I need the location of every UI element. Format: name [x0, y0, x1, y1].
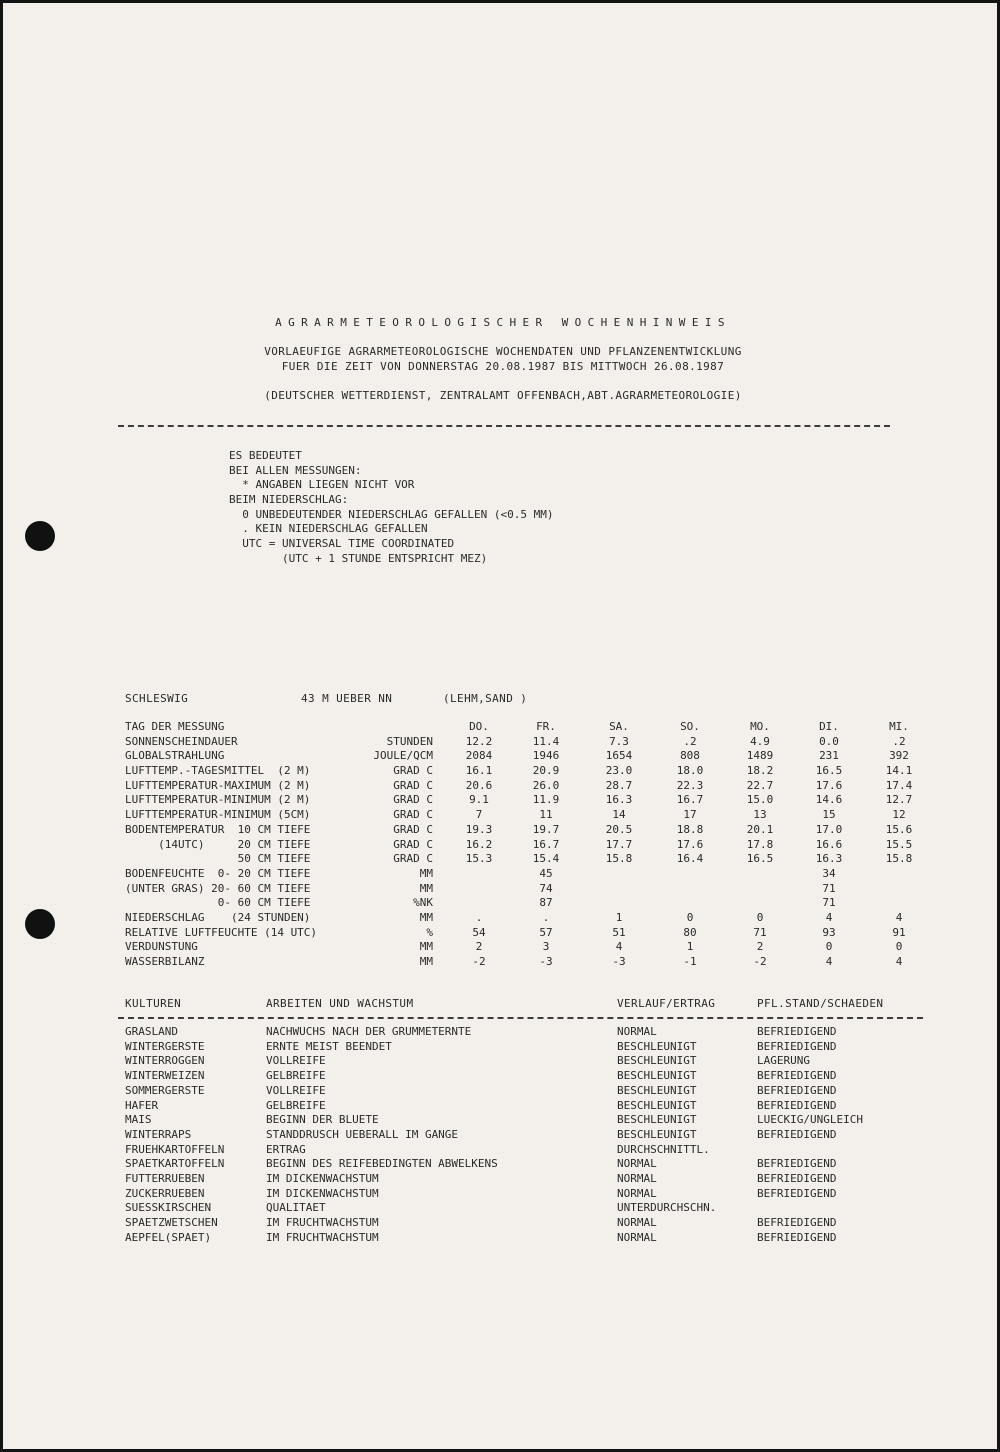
measurement-unit: % [426, 925, 433, 939]
crop-kultur: GRASLAND [125, 1025, 178, 1038]
crop-row [125, 1040, 1000, 1055]
crop-arbeiten: BEGINN DER BLUETE [266, 1113, 379, 1127]
subtitle-line-1: VORLAEUFIGE AGRARMETEOROLOGISCHE WOCHENDATEN UND PFLANZENENTWICKLUNG [264, 345, 742, 358]
measurement-value: 1489 [746, 749, 774, 763]
measurement-value: 71 [753, 925, 767, 939]
measurement-value: 16.5 [746, 852, 774, 866]
crop-separator-line [118, 1017, 923, 1019]
station-name: SCHLESWIG [125, 692, 189, 705]
measurement-value [587, 867, 651, 882]
measurement-value: 1 [615, 910, 623, 924]
crop-row [125, 1128, 1000, 1143]
crop-kultur: AEPFEL(SPAET) [125, 1230, 212, 1244]
measurement-label: GLOBALSTRAHLUNG [125, 749, 225, 763]
crop-arbeiten: IM DICKENWACHSTUM [266, 1186, 379, 1200]
measurement-unit: JOULE/QCM [373, 749, 433, 763]
day-column [867, 720, 931, 970]
station-soil: (LEHM,SAND ) [443, 692, 528, 705]
measurement-label: 50 CM TIEFE [125, 852, 311, 866]
measurement-value: 392 [889, 749, 909, 763]
separator-line [118, 425, 890, 427]
crop-header-stand: PFL.STAND/SCHAEDEN [757, 997, 884, 1010]
measurement-value [728, 882, 792, 897]
measurement-value: -3 [539, 955, 553, 968]
measurement-value: 4 [895, 955, 903, 968]
crop-verlauf: NORMAL [617, 1157, 657, 1171]
day-header: MO. [750, 720, 770, 733]
crop-row [125, 1216, 1000, 1231]
measurement-value: 14.1 [885, 764, 913, 778]
crop-kultur: WINTERGERSTE [125, 1039, 205, 1053]
day-column [728, 720, 792, 970]
day-column [514, 720, 578, 970]
measurement-value: 11 [539, 808, 553, 822]
crop-verlauf: NORMAL [617, 1216, 657, 1230]
measurement-value: 80 [683, 925, 697, 939]
day-column [447, 720, 511, 970]
measurement-label: BODENFEUCHTE 0- 20 CM TIEFE [125, 866, 311, 880]
measurement-value: 4 [825, 955, 833, 968]
document-title: AGRARMETEOROLOGISCHER WOCHENHINWEIS [275, 316, 731, 329]
measurement-value: 57 [539, 925, 553, 939]
measurement-unit: MM [419, 940, 433, 954]
crop-stand: BEFRIEDIGEND [757, 1216, 837, 1230]
day-column [587, 720, 651, 970]
measurement-value [658, 896, 722, 911]
crop-verlauf: NORMAL [617, 1186, 657, 1200]
crop-stand: BEFRIEDIGEND [757, 1157, 837, 1171]
measurement-value: 14 [612, 808, 626, 822]
crop-stand: BEFRIEDIGEND [757, 1230, 837, 1244]
measurement-value: 2084 [465, 749, 493, 763]
crop-header-kultur: KULTUREN [125, 997, 182, 1010]
legend-line: BEIM NIEDERSCHLAG: [229, 493, 349, 507]
crop-arbeiten: ERTRAG [266, 1142, 306, 1156]
measurement-value: 0 [895, 940, 903, 954]
measurement-value: 13 [753, 808, 767, 822]
measurement-value [447, 867, 511, 882]
measurement-value: 7 [475, 808, 483, 822]
crop-arbeiten: QUALITAET [266, 1201, 326, 1215]
measurement-value: 45 [539, 866, 553, 880]
measurement-value: 16.3 [815, 852, 843, 866]
day-header: DI. [819, 720, 839, 733]
crop-arbeiten: STANDDRUSCH UEBERALL IM GANGE [266, 1127, 459, 1141]
measurement-value: 20.6 [465, 778, 493, 792]
measurement-unit: MM [419, 955, 433, 968]
day-header: DO. [469, 720, 489, 733]
measurement-value: 93 [822, 925, 836, 939]
measurement-label: 0- 60 CM TIEFE [125, 896, 311, 910]
measurement-value [658, 867, 722, 882]
measurement-value [658, 882, 722, 897]
crop-kultur: FRUEHKARTOFFELN [125, 1142, 225, 1156]
crop-stand: BEFRIEDIGEND [757, 1172, 837, 1185]
measurement-value: 16.3 [605, 793, 633, 807]
crop-stand: BEFRIEDIGEND [757, 1039, 837, 1053]
crop-arbeiten: VOLLREIFE [266, 1054, 326, 1068]
station-elevation: 43 M UEBER NN [301, 692, 393, 705]
measurement-label: BODENTEMPERATUR 10 CM TIEFE [125, 822, 311, 836]
crop-verlauf: NORMAL [617, 1025, 657, 1038]
measurement-unit: STUNDEN [386, 734, 433, 748]
measurement-unit: GRAD C [393, 778, 433, 792]
crop-stand: BEFRIEDIGEND [757, 1025, 837, 1038]
day-header: SO. [680, 720, 700, 733]
day-column [658, 720, 722, 970]
measurement-unit: GRAD C [393, 808, 433, 822]
crop-row [125, 1025, 1000, 1040]
measurement-value: 20.9 [532, 764, 560, 778]
measurement-value: 2 [475, 940, 483, 954]
measurement-value: 16.1 [465, 764, 493, 778]
measurement-value: 71 [822, 896, 836, 910]
crop-arbeiten: BEGINN DES REIFEBEDINGTEN ABWELKENS [266, 1157, 498, 1171]
measurement-value: .2 [892, 734, 906, 748]
crop-row [125, 1172, 1000, 1187]
crop-verlauf: BESCHLEUNIGT [617, 1039, 697, 1053]
crop-stand: BEFRIEDIGEND [757, 1083, 837, 1097]
measurement-labels [125, 720, 317, 970]
measurement-value: 2 [756, 940, 764, 954]
legend-block [229, 449, 554, 567]
measurement-value: 23.0 [605, 764, 633, 778]
measurement-value: 28.7 [605, 778, 633, 792]
measurement-unit: GRAD C [393, 837, 433, 851]
crop-row [125, 1157, 1000, 1172]
punch-hole [25, 521, 55, 551]
punch-hole [25, 909, 55, 939]
measurement-value: 12 [892, 808, 906, 822]
measurement-value: 19.7 [532, 822, 560, 836]
measurement-value: 16.7 [532, 837, 560, 851]
measurement-value: 51 [612, 925, 626, 939]
legend-line: UTC = UNIVERSAL TIME COORDINATED [229, 537, 455, 551]
measurement-value: 74 [539, 881, 553, 895]
measurement-value: -3 [612, 955, 626, 968]
crop-kultur: ZUCKERRUEBEN [125, 1186, 205, 1200]
measurement-value: 4 [825, 910, 833, 924]
crop-kultur: SPAETZWETSCHEN [125, 1216, 218, 1230]
measurement-value: 17 [683, 808, 697, 822]
measurement-value: 15 [822, 808, 836, 822]
measurement-value: 4 [895, 910, 903, 924]
measurement-label: (14UTC) 20 CM TIEFE [125, 837, 311, 851]
measurement-value: 20.5 [605, 822, 633, 836]
measurement-unit: GRAD C [393, 852, 433, 866]
measurement-value: 54 [472, 925, 486, 939]
crop-verlauf: BESCHLEUNIGT [617, 1098, 697, 1112]
measurement-value: 16.6 [815, 837, 843, 851]
measurement-value: 15.4 [532, 852, 560, 866]
measurement-value: 0 [756, 910, 764, 924]
measurement-value: 26.0 [532, 778, 560, 792]
legend-line: ES BEDEUTET [229, 449, 302, 462]
measurement-unit: GRAD C [393, 764, 433, 778]
crop-verlauf: BESCHLEUNIGT [617, 1113, 697, 1127]
crop-stand: BEFRIEDIGEND [757, 1186, 837, 1200]
measurement-unit: MM [419, 881, 433, 895]
measurement-value: 15.5 [885, 837, 913, 851]
crop-verlauf: DURCHSCHNITTL. [617, 1142, 710, 1156]
measurement-value: .2 [683, 734, 697, 748]
crop-arbeiten: NACHWUCHS NACH DER GRUMMETERNTE [266, 1025, 472, 1038]
crop-kultur: SUESSKIRSCHEN [125, 1201, 212, 1215]
measurement-label: RELATIVE LUFTFEUCHTE (14 UTC) [125, 925, 318, 939]
crop-kultur: SPAETKARTOFFELN [125, 1157, 225, 1171]
measurement-units [333, 720, 433, 970]
measurement-value [587, 882, 651, 897]
crop-row [125, 1069, 1000, 1084]
measurement-value: 15.8 [885, 852, 913, 866]
measurement-value: -1 [683, 955, 697, 968]
measurement-value: 11.9 [532, 793, 560, 807]
measurement-value [867, 896, 931, 911]
crop-kultur: SOMMERGERSTE [125, 1083, 205, 1097]
crop-row [125, 1113, 1000, 1128]
measurement-value [728, 896, 792, 911]
measurement-label: NIEDERSCHLAG (24 STUNDEN) [125, 910, 311, 924]
measurement-value: 1946 [532, 749, 560, 763]
crop-row [125, 1054, 1000, 1069]
measurement-value: . [475, 910, 483, 924]
measurement-value: 0 [825, 940, 833, 954]
measurement-value [447, 896, 511, 911]
legend-line: BEI ALLEN MESSUNGEN: [229, 463, 362, 477]
measurement-value: 18.0 [676, 764, 704, 778]
measurement-unit: MM [419, 910, 433, 924]
measurement-value [728, 867, 792, 882]
crop-stand: LUECKIG/UNGLEICH [757, 1113, 863, 1127]
crop-arbeiten: IM FRUCHTWACHSTUM [266, 1216, 379, 1230]
measurement-value: 20.1 [746, 822, 774, 836]
crop-verlauf: UNTERDURCHSCHN. [617, 1201, 717, 1215]
measurement-value: 3 [542, 940, 550, 954]
measurement-unit: MM [419, 866, 433, 880]
measurement-value: 15.6 [885, 822, 913, 836]
measurement-value: 4.9 [750, 734, 770, 748]
crop-arbeiten: GELBREIFE [266, 1098, 326, 1112]
crop-arbeiten: GELBREIFE [266, 1069, 326, 1083]
day-column [797, 720, 861, 970]
source-line: (DEUTSCHER WETTERDIENST, ZENTRALAMT OFFENBACH,ABT.AGRARMETEOROLOGIE) [264, 389, 742, 402]
measurement-value: 16.4 [676, 852, 704, 866]
legend-line: 0 UNBEDEUTENDER NIEDERSCHLAG GEFALLEN (<0.5 MM) [229, 507, 554, 521]
measurement-value: 16.5 [815, 764, 843, 778]
measurement-value: 12.2 [465, 734, 493, 748]
measurement-unit [333, 720, 433, 735]
measurement-value [447, 882, 511, 897]
crop-arbeiten: ERNTE MEIST BEENDET [266, 1039, 392, 1053]
measurement-value [867, 882, 931, 897]
legend-line: * ANGABEN LIEGEN NICHT VOR [229, 478, 415, 492]
crop-stand: BEFRIEDIGEND [757, 1127, 837, 1141]
subtitle-line-2: FUER DIE ZEIT VON DONNERSTAG 20.08.1987 BIS MITTWOCH 26.08.1987 [281, 360, 725, 373]
legend-line: (UTC + 1 STUNDE ENTSPRICHT MEZ) [229, 551, 488, 565]
crop-verlauf: NORMAL [617, 1230, 657, 1244]
measurement-value: 17.6 [676, 837, 704, 851]
crop-verlauf: BESCHLEUNIGT [617, 1127, 697, 1141]
measurement-label: LUFTTEMPERATUR-MAXIMUM (2 M) [125, 778, 311, 792]
measurement-value: 0.0 [819, 734, 839, 748]
crop-kultur: MAIS [125, 1113, 152, 1127]
measurement-value: 16.2 [465, 837, 493, 851]
measurement-label: VERDUNSTUNG [125, 940, 198, 954]
crop-verlauf: BESCHLEUNIGT [617, 1083, 697, 1097]
measurement-value: 4 [615, 940, 623, 954]
measurement-label: LUFTTEMP.-TAGESMITTEL (2 M) [125, 764, 311, 778]
measurement-label: LUFTTEMPERATUR-MINIMUM (5CM) [125, 808, 311, 822]
measurement-value: 18.2 [746, 764, 774, 778]
measurement-value: 17.7 [605, 837, 633, 851]
crop-arbeiten: IM DICKENWACHSTUM [266, 1172, 379, 1185]
measurement-value: 1654 [605, 749, 633, 763]
measurement-value: 17.0 [815, 822, 843, 836]
measurement-label: (UNTER GRAS) 20- 60 CM TIEFE [125, 881, 311, 895]
crop-row [125, 1187, 1000, 1202]
crop-verlauf: BESCHLEUNIGT [617, 1054, 697, 1068]
measurement-value: 231 [819, 749, 839, 763]
measurement-value: 1 [686, 940, 694, 954]
measurement-value: . [542, 910, 550, 924]
crop-kultur: WINTERWEIZEN [125, 1069, 205, 1083]
measurement-value: 22.7 [746, 778, 774, 792]
measurement-unit: GRAD C [393, 822, 433, 836]
measurement-value: 87 [539, 896, 553, 910]
measurement-value: 15.3 [465, 852, 493, 866]
measurement-value: 0 [686, 910, 694, 924]
measurement-value: 12.7 [885, 793, 913, 807]
day-header: SA. [609, 720, 629, 733]
measurement-label: TAG DER MESSUNG [125, 720, 225, 733]
measurement-value: 15.0 [746, 793, 774, 807]
measurement-value: 18.8 [676, 822, 704, 836]
measurement-value: 9.1 [469, 793, 489, 807]
measurement-value: 17.6 [815, 778, 843, 792]
measurement-value: 11.4 [532, 734, 560, 748]
measurement-value: -2 [472, 955, 486, 968]
crop-header-arbeiten: ARBEITEN UND WACHSTUM [266, 997, 414, 1010]
measurement-value: 16.7 [676, 793, 704, 807]
measurement-unit: %NK [413, 896, 433, 910]
crop-stand: BEFRIEDIGEND [757, 1069, 837, 1083]
measurement-value [867, 867, 931, 882]
crop-kultur: HAFER [125, 1098, 159, 1112]
measurement-value: 15.8 [605, 852, 633, 866]
measurement-value: 14.6 [815, 793, 843, 807]
crop-stand: BEFRIEDIGEND [757, 1098, 837, 1112]
measurement-label: SONNENSCHEINDAUER [125, 734, 238, 748]
measurement-value: 7.3 [609, 734, 629, 748]
crop-row [125, 1084, 1000, 1099]
measurement-value: 91 [892, 925, 906, 939]
measurement-value: -2 [753, 955, 767, 968]
crop-row [125, 1201, 1000, 1216]
measurement-value: 22.3 [676, 778, 704, 792]
crop-header-verlauf: VERLAUF/ERTRAG [617, 997, 716, 1010]
measurement-value: 17.8 [746, 837, 774, 851]
measurement-unit: GRAD C [393, 793, 433, 807]
crop-kultur: WINTERROGGEN [125, 1054, 205, 1068]
day-header: MI. [889, 720, 909, 733]
measurement-label: WASSERBILANZ [125, 955, 205, 968]
crop-verlauf: BESCHLEUNIGT [617, 1069, 697, 1083]
crop-stand: LAGERUNG [757, 1054, 810, 1068]
crop-kultur: FUTTERRUEBEN [125, 1172, 205, 1185]
crop-row [125, 1099, 1000, 1114]
measurement-label: LUFTTEMPERATUR-MINIMUM (2 M) [125, 793, 311, 807]
legend-line: . KEIN NIEDERSCHLAG GEFALLEN [229, 522, 428, 536]
measurement-value: 19.3 [465, 822, 493, 836]
crop-arbeiten: IM FRUCHTWACHSTUM [266, 1230, 379, 1244]
crop-kultur: WINTERRAPS [125, 1127, 192, 1141]
crop-row [125, 1143, 1000, 1158]
measurement-value [587, 896, 651, 911]
day-header: FR. [536, 720, 556, 733]
crop-row [125, 1231, 1000, 1246]
measurement-value: 71 [822, 881, 836, 895]
measurement-value: 17.4 [885, 778, 913, 792]
crop-verlauf: NORMAL [617, 1172, 657, 1185]
measurement-value: 34 [822, 866, 836, 880]
measurement-value: 808 [680, 749, 700, 763]
crop-arbeiten: VOLLREIFE [266, 1083, 326, 1097]
